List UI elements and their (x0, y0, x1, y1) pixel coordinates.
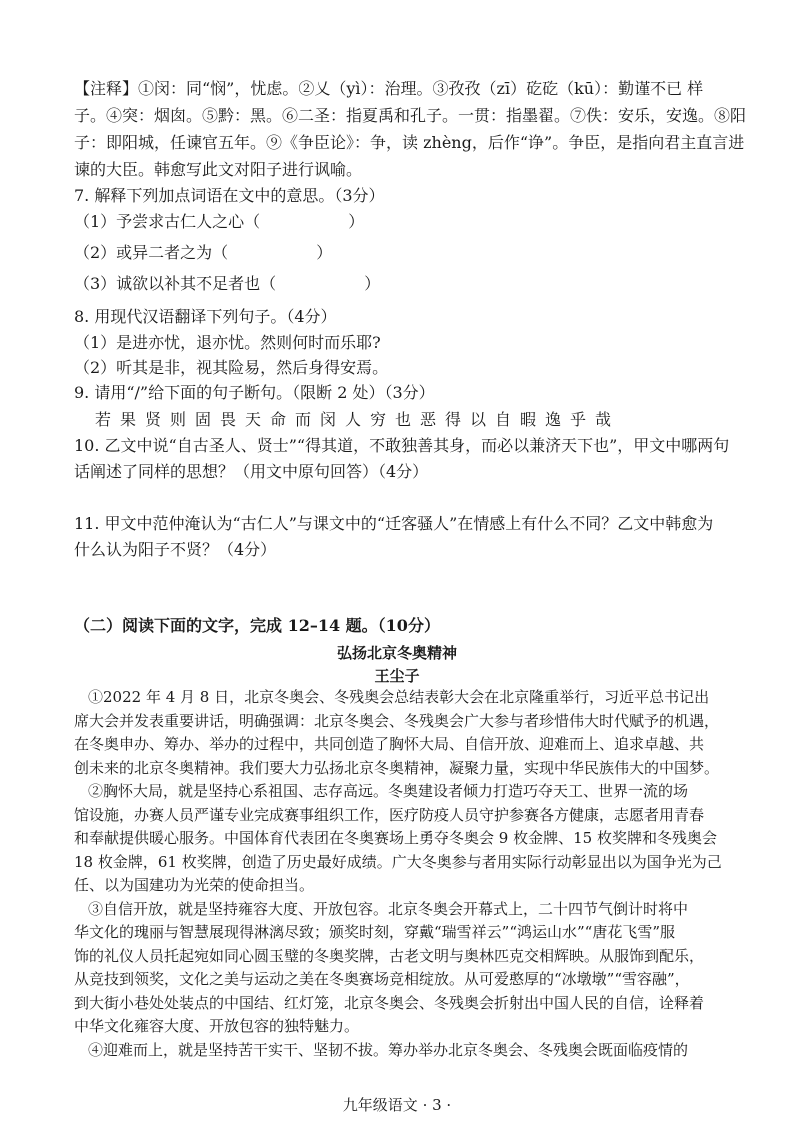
article-p1-line-4: 创未来的北京冬奥精神。我们要大力弘扬北京冬奥精神，凝聚力量，实现中华民族伟大的中国梦。 (74, 759, 720, 777)
question-9-sentence: 若果贤则固畏天命而闵人穷也恶得以自暇逸乎哉 (95, 410, 621, 429)
question-8-item-2: （2）听其是非，视其险易，然后身得安焉。 (74, 358, 389, 377)
question-7-item-1 (74, 209, 754, 235)
question-11-line-2: 什么认为阳子不贤？（4分） (74, 540, 277, 559)
article-p3-line-5: 到大街小巷处处装点的中国结、红灯笼，北京冬奥会、冬残奥会折射出中国人民的自信，诠释着 (74, 994, 705, 1012)
page-footer: 九年级语文 · 3 · (342, 1096, 452, 1114)
article-p1-line-1: ①2022 年 4 月 8 日，北京冬奥会、冬残奥会总结表彰大会在北京隆重举行，习近平总书记出 (88, 688, 710, 706)
article-p3-line-6: 中华文化雍容大度、开放包容的独特魅力。 (74, 1017, 360, 1035)
article-p3-line-3: 饰的礼仪人员托起宛如同心圆玉璧的冬奥奖牌，古老文明与奥林匹克交相辉映。从服饰到配乐， (74, 947, 705, 965)
question-7-item-1-close: ） (348, 212, 365, 231)
question-10-line-2: 话阐述了同样的思想？（用文中原句回答）（4分） (74, 462, 429, 481)
article-p1-line-3: 在冬奥申办、筹办、举办的过程中，共同创造了胸怀大局、自信开放、迎难而上、追求卓越、共 (74, 735, 705, 753)
article-p3-line-2: 华文化的瑰丽与智慧展现得淋漓尽致；颁奖时刻，穿戴“瑞雪祥云”“鸿运山水”“唐花飞雪”服 (74, 923, 676, 941)
article-p2-line-1: ②胸怀大局，就是坚持心系祖国、志存高远。冬奥建设者倾力打造巧夺天工、世界一流的场 (88, 782, 689, 800)
article-p4-line-1: ④迎难而上，就是坚持苦干实干、坚韧不拔。筹办举办北京冬奥会、冬残奥会既面临疫情的 (88, 1041, 689, 1059)
question-11-line-1: 11. 甲文中范仲淹认为“古仁人”与课文中的“迁客骚人”在情感上有什么不同？乙文中韩愈为 (74, 514, 714, 533)
section-2-heading: （二）阅读下面的文字，完成 12–14 题。（10分） (74, 616, 440, 635)
question-7-item-1-text: （1）予尝求古仁人之心（ (74, 212, 261, 231)
question-8-item-1: （1）是进亦忧，退亦忧。然则何时而乐耶? (74, 333, 381, 352)
question-7-item-3-text: （3）诚欲以补其不足者也（ (74, 274, 277, 293)
notes-line-1: 【注释】①闵：同“悯”，忧虑。②乂（yì）：治理。③孜孜（zī）矻矻（kū）：勤谨不已 样 (74, 79, 704, 98)
notes-line-4: 谏的大臣。韩愈写此文对阳子进行讽喻。 (74, 160, 363, 179)
question-8-stem: 8. 用现代汉语翻译下列句子。（4分） (74, 307, 337, 326)
notes-line-2: 子。④突：烟囱。⑤黔：黑。⑥二圣：指夏禹和孔子。一贯：指墨翟。⑦佚：安乐，安逸。⑧阳 (74, 106, 747, 125)
article-p2-line-5: 任、以为国建功为光荣的使命担当。 (74, 876, 315, 894)
question-7-item-2 (74, 240, 754, 266)
question-10-line-1: 10. 乙文中说“自古圣人、贤士”“得其道，不敢独善其身，而必以兼济天下也”，甲文中哪两句 (74, 436, 730, 455)
question-7-item-2-close: ） (316, 243, 333, 262)
article-p3-line-1: ③自信开放，就是坚持雍容大度、开放包容。北京冬奥会开幕式上，二十四节气倒计时将中 (88, 900, 689, 918)
article-p2-line-4: 18 枚金牌，61 枚奖牌，创造了历史最好成绩。广大冬奥参与者用实际行动彰显出以为国争光为己 (74, 853, 722, 871)
article-p2-line-2: 馆设施，办赛人员严谨专业完成赛事组织工作，医疗防疫人员守护参赛各方健康，志愿者用青春 (74, 806, 705, 824)
article-author: 王尘子 (374, 667, 420, 685)
question-7-item-3 (74, 271, 754, 297)
article-p1-line-2: 席大会并发表重要讲话，明确强调：北京冬奥会、冬残奥会广大参与者珍惜伟大时代赋予的机遇， (74, 712, 720, 730)
question-7-stem: 7. 解释下列加点词语在文中的意思。（3分） (74, 186, 385, 205)
article-title: 弘扬北京冬奥精神 (336, 644, 457, 662)
question-7-item-2-text: （2）或异二者之为（ (74, 243, 229, 262)
question-9-stem: 9. 请用“/”给下面的句子断句。（限断 2 处）（3分） (74, 383, 435, 402)
article-p3-line-4: 从竞技到领奖，文化之美与运动之美在冬奥赛场竞相绽放。从可爱憨厚的“冰墩墩”“雪容融”， (74, 970, 690, 988)
question-7-item-3-close: ） (364, 274, 381, 293)
notes-line-3: 子：即阳城，任谏官五年。⑨《争臣论》：争，读 zhèng，后作“诤”。争臣，是指向君主直言进 (74, 133, 745, 152)
article-p2-line-3: 和奉献提供暖心服务。中国体育代表团在冬奥赛场上勇夺冬奥会 9 枚金牌、15 枚奖牌和冬残奥会 (74, 829, 717, 847)
